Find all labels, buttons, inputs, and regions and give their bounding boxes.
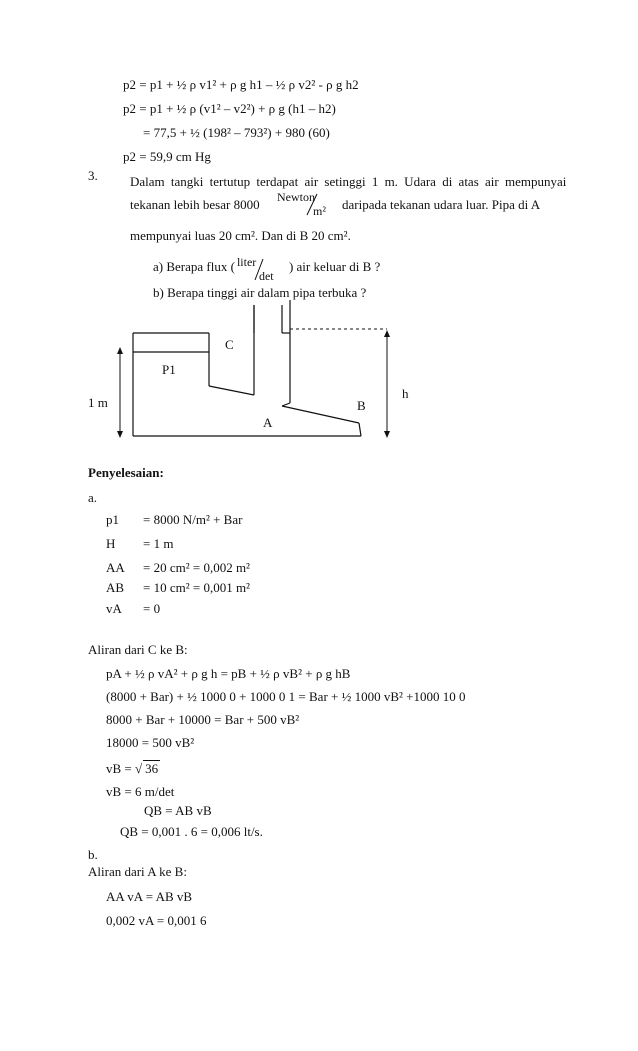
given-sym: AA	[106, 560, 125, 575]
problem-text-line-2a: tekanan lebih besar 8000	[130, 197, 260, 212]
given-sym: p1	[106, 512, 119, 527]
given-val: = 1 m	[143, 536, 174, 551]
given-val: = 10 cm² = 0,001 m²	[143, 580, 250, 595]
question-b: b) Berapa tinggi air dalam pipa terbuka ?	[153, 285, 367, 300]
step-line: pA + ½ ρ vA² + ρ g h = pB + ½ ρ vB² + ρ g hB	[106, 666, 351, 681]
continuity-values: 0,002 vA = 0,001 6	[106, 913, 207, 928]
given-sym: H	[106, 536, 116, 551]
flow-c-to-b-heading: Aliran dari C ke B:	[88, 642, 188, 657]
label-a: A	[263, 415, 273, 430]
sqrt-radicand: 36	[145, 761, 159, 776]
part-b-label: b.	[88, 847, 98, 862]
equation-line-3: = 77,5 + ½ (198² – 793²) + 980 (60)	[143, 125, 330, 140]
unit-denominator: m²	[313, 204, 326, 218]
problem-text-line-2b: daripada tekanan udara luar. Pipa di A	[342, 197, 541, 212]
problem-text-line-1: Dalam tangki tertutup terdapat air setinggi 1 m. Udara di atas air mempunyai	[130, 174, 567, 189]
label-h: h	[402, 386, 409, 401]
qb-result: QB = 0,001 . 6 = 0,006 lt/s.	[120, 824, 263, 839]
continuity-formula: AA vA = AB vB	[106, 889, 193, 904]
problem-number: 3.	[88, 168, 98, 183]
label-b: B	[357, 398, 366, 413]
label-p1: P1	[162, 362, 176, 377]
label-c: C	[225, 337, 234, 352]
given-sym: vA	[106, 601, 122, 616]
solution-heading: Penyelesaian:	[88, 465, 164, 480]
step-line: 18000 = 500 vB²	[106, 735, 195, 750]
flow-a-to-b-heading: Aliran dari A ke B:	[88, 864, 187, 879]
equation-line-2: p2 = p1 + ½ ρ (v1² – v2²) + ρ g (h1 – h2)	[123, 101, 336, 116]
part-a-label: a.	[88, 490, 98, 505]
label-1m: 1 m	[88, 395, 108, 410]
step-line: 8000 + Bar + 10000 = Bar + 500 vB²	[106, 712, 300, 727]
given-sym: AB	[106, 580, 125, 595]
given-val: = 8000 N/m² + Bar	[143, 512, 243, 527]
question-a-suffix: ) air keluar di B ?	[288, 258, 381, 274]
question-a-numerator: liter	[236, 255, 257, 269]
given-val: = 0	[143, 601, 161, 616]
given-val: = 20 cm² = 0,002 m²	[143, 560, 250, 575]
equation-line-4: p2 = 59,9 cm Hg	[123, 149, 211, 164]
question-a-prefix: a) Berapa flux (	[153, 258, 235, 274]
sqrt-sign-icon: √	[135, 761, 143, 776]
sqrt-prefix: vB =	[106, 761, 132, 776]
qb-formula: QB = AB vB	[144, 803, 212, 818]
tank-diagram	[0, 0, 638, 460]
equation-line-1: p2 = p1 + ½ ρ v1² + ρ g h1 – ½ ρ v2² - ρ g h2	[123, 77, 359, 92]
vb-result: vB = 6 m/det	[106, 784, 175, 799]
problem-text-line-3: mempunyai luas 20 cm². Dan di B 20 cm².	[130, 228, 351, 243]
unit-numerator: Newton	[277, 190, 315, 204]
step-line: (8000 + Bar) + ½ 1000 0 + 1000 0 1 = Bar + ½ 1000 vB² +1000 10 0	[106, 689, 466, 704]
question-a-denominator: det	[258, 269, 274, 283]
sqrt-line	[106, 760, 160, 777]
